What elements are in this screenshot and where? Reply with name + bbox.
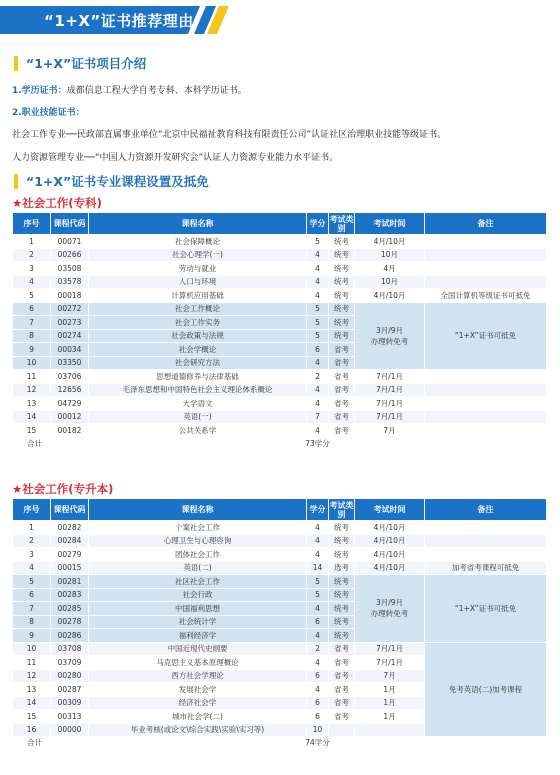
merged-exam-time-line: 办理转免考 [370,336,409,346]
cell-note [425,370,547,384]
cell-exam-type: 选考 [329,561,355,575]
cell-exam-type: 统考 [329,534,355,548]
paragraph-hr-cert: 人力资源管理专业──“中国人力资源开发研究会”认证人力资源专业能力水平证书。 [12,153,339,163]
cell-course-name: 马克思主义基本原理概论 [89,656,307,670]
cell-course-name: 经济社会学 [89,696,307,710]
cell-exam-time: 7月 [355,669,425,683]
cell-note [425,410,547,424]
header-note: 备注 [425,499,547,521]
cell-code: 00012 [51,410,89,424]
cell-index: 10 [13,356,51,370]
cell-exam-time: 4月/10月 [355,289,425,303]
table-row [13,275,547,289]
cell-index: 11 [13,370,51,384]
cell-credits: 6 [307,696,329,710]
cell-index: 9 [13,629,51,643]
table-total-row [13,437,547,450]
table-row [13,397,547,411]
cell-credits: 4 [307,534,329,548]
cell-index: 1 [13,235,51,249]
cell-index: 11 [13,656,51,670]
header-course-name: 课程名称 [89,213,307,235]
cell-index: 4 [13,275,51,289]
cell-index: 8 [13,615,51,629]
cell-course-name: 社会统计学 [89,615,307,629]
cell-course-name: 毕业考核(或论文\综合实践\实验\实习等) [89,723,307,737]
cell-course-name: 劳动与就业 [89,262,307,276]
cell-exam-type: 统考 [329,548,355,562]
cell-credits: 5 [307,588,329,602]
cell-exam-time: 7月/1月 [355,642,425,656]
cell-exam-time [355,723,425,737]
table-total-row [13,737,547,750]
cell-exam-time: 4月/10月 [355,235,425,249]
cell-exam-time: 10月 [355,275,425,289]
cell-credits: 4 [307,383,329,397]
cell-exam-type: 省考 [329,696,355,710]
header-exam-type: 考试类别 [329,214,354,233]
cell-credits: 4 [307,424,329,438]
cell-index: 4 [13,561,51,575]
table-title-bachelor: ★社会工作(专升本) [12,482,114,496]
cell-code: 00284 [51,534,89,548]
cell-exam-type: 省考 [329,683,355,697]
cell-credits: 4 [307,356,329,370]
table-row [13,548,547,562]
cell-credits: 4 [307,602,329,616]
section-title-intro: “1+X”证书项目介绍 [26,56,147,71]
course-table-bachelor [12,498,547,750]
cell-note [425,262,547,276]
table-row [13,235,547,249]
cell-code: 03508 [51,262,89,276]
cell-exam-type: 统考 [329,615,355,629]
cell-credits: 4 [307,629,329,643]
cell-exam-type: 统考 [329,302,355,316]
table-row [13,424,547,438]
cell-code: 03578 [51,275,89,289]
cell-credits: 5 [307,235,329,249]
cell-credits: 4 [307,656,329,670]
cell-credits: 2 [307,370,329,384]
cell-code: 00018 [51,289,89,303]
cell-exam-type: 省考 [329,356,355,370]
paragraph-degree-cert [12,83,247,96]
header-index: 序号 [13,499,51,521]
cell-code: 00272 [51,302,89,316]
cell-exam-type: 统考 [329,248,355,262]
cell-index: 10 [13,642,51,656]
cell-exam-time-merged [355,302,425,370]
merged-exam-time-line: 3月/9月 [375,598,404,608]
cell-exam-type: 统考 [329,575,355,589]
cell-note-merged: “1+X”证书可抵免 [425,575,547,643]
table-row [13,370,547,384]
cell-course-name: 社会行政 [89,588,307,602]
cell-code: 03709 [51,656,89,670]
cell-exam-time: 4月/10月 [355,534,425,548]
cell-exam-type: 省考 [329,370,355,384]
cell-code: 00309 [51,696,89,710]
cell-code: 00281 [51,575,89,589]
cell-note-merged: “1+X”证书可抵免 [425,302,547,370]
cell-credits: 4 [307,248,329,262]
cell-exam-time: 1月 [355,710,425,724]
cell-index: 16 [13,723,51,737]
cell-course-name: 社会学概论 [89,343,307,357]
cell-code: 00034 [51,343,89,357]
cell-note [425,248,547,262]
cell-code: 00280 [51,669,89,683]
cell-exam-type: 统考 [329,329,355,343]
cell-index: 2 [13,534,51,548]
cell-exam-time-merged [355,575,425,643]
table-row [13,262,547,276]
cell-code: 00286 [51,629,89,643]
cell-note [425,548,547,562]
cell-credits: 4 [307,397,329,411]
cell-index: 14 [13,696,51,710]
table-row [13,383,547,397]
cell-course-name: 社会保障概论 [89,235,307,249]
cell-exam-type: 统考 [329,235,355,249]
section-heading-intro [14,54,146,72]
table-title-associate: ★社会工作(专科) [12,196,102,210]
header-code: 课程代码 [51,499,89,521]
cell-note [425,521,547,535]
header-note: 备注 [425,213,547,235]
cell-course-name: 社会工作概论 [89,302,307,316]
cell-note [425,235,547,249]
cell-exam-type: 省考 [329,642,355,656]
table-row [13,302,547,316]
banner-title: “1+X”证书推荐理由 [44,12,194,30]
cell-course-name: 社会工作实务 [89,316,307,330]
cell-course-name: 毛泽东思想和中国特色社会主义理论体系概论 [89,383,307,397]
cell-course-name: 计算机应用基础 [89,289,307,303]
cell-index: 15 [13,710,51,724]
cell-index: 3 [13,548,51,562]
paragraph-skill-cert [12,105,85,118]
table-row [13,289,547,303]
cell-credits: 6 [307,710,329,724]
cell-code: 00000 [51,723,89,737]
degree-cert-label: 1.学历证书： [12,86,67,96]
cell-code: 00273 [51,316,89,330]
cell-exam-time: 1月 [355,683,425,697]
cell-note-merged: 免考英语(二)加考课程 [425,642,547,737]
cell-exam-type: 统考 [329,262,355,276]
table-header-row [13,213,547,235]
heading-accent-bar [14,174,18,189]
table-header-row [13,499,547,521]
page-banner [0,6,232,34]
cell-index: 3 [13,262,51,276]
cell-note [425,383,547,397]
cell-course-name: 中国近现代史纲要 [89,642,307,656]
cell-credits: 10 [307,723,329,737]
cell-code: 00285 [51,602,89,616]
cell-credits: 6 [307,615,329,629]
cell-exam-type: 省考 [329,424,355,438]
table-row [13,521,547,535]
cell-note: 全国计算机等级证书可抵免 [425,289,547,303]
header-index: 序号 [13,213,51,235]
cell-course-name: 人口与环境 [89,275,307,289]
cell-index: 15 [13,424,51,438]
cell-index: 2 [13,248,51,262]
cell-exam-type: 统考 [329,602,355,616]
cell-credits: 7 [307,410,329,424]
cell-exam-time: 7月/1月 [355,656,425,670]
cell-credits: 4 [307,548,329,562]
cell-exam-type: 统考 [329,588,355,602]
cell-course-name: 个案社会工作 [89,521,307,535]
cell-index: 13 [13,683,51,697]
cell-exam-time: 7月/1月 [355,410,425,424]
cell-course-name: 社会心理学(一) [89,248,307,262]
cell-code: 00071 [51,235,89,249]
cell-code: 00274 [51,329,89,343]
table-row [13,561,547,575]
cell-index: 9 [13,343,51,357]
cell-course-name: 中国福利思想 [89,602,307,616]
header-exam-time: 考试时间 [355,499,425,521]
cell-code: 03706 [51,370,89,384]
cell-course-name: 心理卫生与心理咨询 [89,534,307,548]
cell-course-name: 英语(一) [89,410,307,424]
cell-code: 00282 [51,521,89,535]
cell-index: 8 [13,329,51,343]
cell-code: 00182 [51,424,89,438]
total-label: 合计 [13,737,89,750]
cell-exam-type: 省考 [329,710,355,724]
merged-exam-time-line: 3月/9月 [375,325,404,335]
cell-code: 12656 [51,383,89,397]
cell-credits: 2 [307,642,329,656]
cell-course-name: 发展社会学 [89,683,307,697]
table-row [13,575,547,589]
cell-code: 03350 [51,356,89,370]
cell-code: 04729 [51,397,89,411]
cell-credits: 5 [307,575,329,589]
cell-code: 00279 [51,548,89,562]
cell-course-name: 团体社会工作 [89,548,307,562]
cell-exam-time: 4月/10月 [355,548,425,562]
cell-index: 12 [13,669,51,683]
cell-exam-time: 10月 [355,248,425,262]
cell-exam-type: 省考 [329,669,355,683]
cell-exam-type: 省考 [329,383,355,397]
cell-code: 00287 [51,683,89,697]
header-credits: 学分 [307,499,329,521]
cell-course-name: 西方社会学理论 [89,669,307,683]
cell-code: 00266 [51,248,89,262]
degree-cert-text: 成都信息工程大学自考专科、本科学历证书。 [66,86,247,96]
cell-code: 00278 [51,615,89,629]
cell-course-name: 社区社会工作 [89,575,307,589]
course-table-associate [12,212,547,451]
cell-exam-type: 省考 [329,343,355,357]
cell-index: 7 [13,602,51,616]
cell-credits: 4 [307,262,329,276]
cell-code: 00015 [51,561,89,575]
cell-exam-type: 统考 [329,289,355,303]
cell-credits: 4 [307,289,329,303]
cell-exam-type [329,723,355,737]
cell-credits: 5 [307,316,329,330]
cell-exam-time: 7月/1月 [355,383,425,397]
table-row [13,248,547,262]
cell-exam-time: 7月/1月 [355,370,425,384]
cell-exam-type: 统考 [329,521,355,535]
table-row [13,534,547,548]
cell-exam-time: 1月 [355,696,425,710]
cell-note [425,534,547,548]
cell-index: 7 [13,316,51,330]
cell-exam-time: 4月/10月 [355,561,425,575]
cell-credits: 4 [307,275,329,289]
cell-credits: 5 [307,302,329,316]
cell-index: 5 [13,575,51,589]
header-credits: 学分 [307,213,329,235]
cell-credits: 6 [307,669,329,683]
heading-accent-bar [14,56,18,71]
cell-exam-time: 7月 [355,424,425,438]
cell-exam-type: 统考 [329,316,355,330]
section-heading-courses [14,172,209,190]
cell-note [425,397,547,411]
header-exam-time: 考试时间 [355,213,425,235]
cell-exam-time: 4月 [355,262,425,276]
cell-exam-type: 省考 [329,397,355,411]
header-code: 课程代码 [51,213,89,235]
cell-exam-type: 统考 [329,629,355,643]
cell-index: 14 [13,410,51,424]
cell-exam-time: 4月/10月 [355,521,425,535]
cell-credits: 14 [307,561,329,575]
cell-index: 5 [13,289,51,303]
cell-index: 1 [13,521,51,535]
cell-credits: 5 [307,329,329,343]
section-title-courses: “1+X”证书专业课程设置及抵免 [26,174,209,189]
cell-course-name: 社会研究方法 [89,356,307,370]
cell-course-name: 英语(二) [89,561,307,575]
table-row [13,642,547,656]
cell-note: 加考省考课程可抵免 [425,561,547,575]
table-row [13,410,547,424]
cell-course-name: 大学语文 [89,397,307,411]
cell-course-name: 城市社会学(二) [89,710,307,724]
cell-course-name: 思想道德修养与法律基础 [89,370,307,384]
cell-note [425,275,547,289]
cell-code: 00283 [51,588,89,602]
cell-index: 12 [13,383,51,397]
cell-course-name: 福利经济学 [89,629,307,643]
cell-index: 6 [13,302,51,316]
total-value: 74学分 [89,737,547,750]
merged-exam-time-line: 办理转免考 [370,609,409,619]
paragraph-social-work-cert: 社会工作专业──民政部直属事业单位“北京中民福祉教育科技有限责任公司”认证社区治理职业技能等级证书。 [12,130,447,140]
header-course-name: 课程名称 [89,499,307,521]
cell-course-name: 公共关系学 [89,424,307,438]
cell-code: 03708 [51,642,89,656]
cell-credits: 4 [307,521,329,535]
cell-note [425,424,547,438]
cell-exam-type: 省考 [329,410,355,424]
cell-exam-type: 统考 [329,275,355,289]
header-exam-type: 考试类别 [329,500,354,519]
total-label: 合计 [13,437,89,450]
cell-index: 6 [13,588,51,602]
cell-exam-time: 7月/1月 [355,397,425,411]
cell-credits: 6 [307,343,329,357]
skill-cert-label: 2.职业技能证书： [12,108,85,118]
cell-course-name: 社会政策与法规 [89,329,307,343]
total-value: 73学分 [89,437,547,450]
cell-code: 00313 [51,710,89,724]
cell-index: 13 [13,397,51,411]
cell-credits: 4 [307,683,329,697]
cell-exam-type: 省考 [329,656,355,670]
